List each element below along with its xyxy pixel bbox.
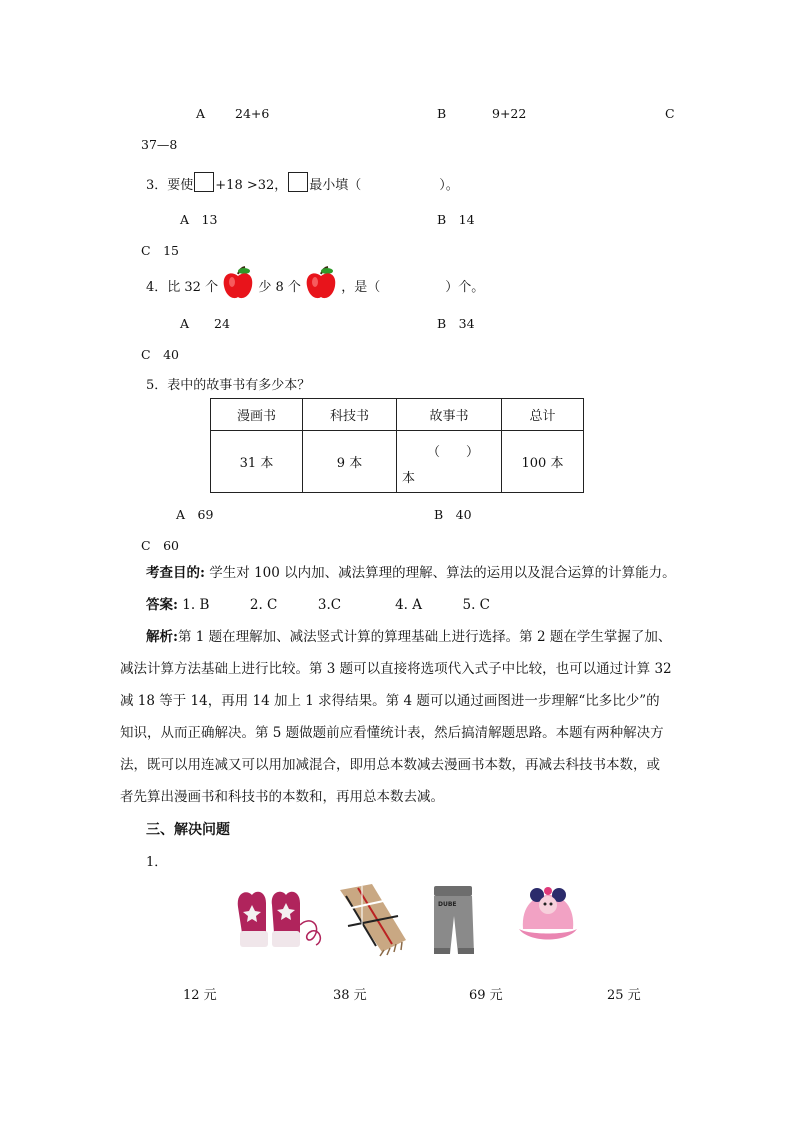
table-cell-blank	[397, 431, 502, 493]
blank-box	[194, 172, 214, 192]
q5-option-b: B 40	[434, 507, 472, 522]
q4-text-post: ，是（ ）个。	[341, 280, 485, 295]
purpose-label: 考查目的:	[146, 565, 205, 581]
q4-option-b: B 34	[437, 316, 475, 331]
unit-text: 本	[402, 471, 416, 486]
q5-option-c: C 60	[141, 538, 179, 553]
q5-option-a: A 69	[176, 507, 214, 522]
apple-icon	[222, 265, 254, 301]
price-label: 69 元	[469, 988, 503, 1003]
pants-image	[428, 884, 478, 960]
q4-text-pre: 4．比 32 个	[146, 280, 219, 295]
q2-option-c-value: 37—8	[141, 137, 178, 152]
analysis-line-1	[146, 631, 671, 645]
q3-option-a: A 13	[180, 212, 218, 227]
analysis-line-5: 法，既可以用连减又可以用加减混合，即用总本数减去漫画书本数，再减去科技书本数，或	[120, 757, 660, 773]
apple-icon	[305, 265, 337, 301]
q3-option-c: C 15	[141, 243, 179, 258]
stats-table	[210, 398, 584, 493]
q3-text-pre: 3．要使	[146, 178, 194, 193]
table-header: 漫画书	[211, 399, 303, 431]
scarf-image	[332, 880, 414, 958]
q4-text-mid: 少 8 个	[258, 280, 301, 295]
table-header: 科技书	[303, 399, 397, 431]
mittens-image	[232, 885, 327, 955]
svg-text:DUBE: DUBE	[438, 901, 457, 908]
table-cell: 9 本	[303, 431, 397, 493]
question-4	[146, 265, 484, 301]
q2-option-b-value: 9+22	[492, 106, 527, 121]
price-label: 25 元	[607, 988, 641, 1003]
table-cell: 100 本	[502, 431, 584, 493]
analysis-line-2: 减法计算方法基础上进行比较。第 3 题可以直接将选项代入式子中比较，也可以通过计算 32	[120, 661, 672, 677]
answer-line	[146, 599, 490, 613]
q4-option-a: A 24	[180, 316, 230, 331]
price-label: 12 元	[183, 988, 217, 1003]
q2-option-a-value: 24+6	[235, 106, 270, 121]
question-3	[146, 172, 459, 193]
q2-option-a-letter: A	[196, 106, 206, 121]
q2-option-c-letter: C	[665, 106, 675, 121]
q2-option-b-letter: B	[437, 106, 447, 121]
q3-text-mid: +18 >32，	[215, 178, 288, 193]
analysis-label: 解析:	[146, 629, 178, 645]
section-title: 三、解决问题	[146, 822, 230, 838]
table-cell: 31 本	[211, 431, 303, 493]
blank-box	[288, 172, 308, 192]
problem-number: 1．	[146, 855, 168, 870]
analysis-line-6: 者先算出漫画书和科技书的本数和，再用总本数去减。	[120, 789, 444, 805]
analysis-text: 第 1 题在理解加、减法竖式计算的算理基础上进行选择。第 2 题在学生掌握了加、	[177, 629, 672, 645]
table-header: 故事书	[397, 399, 502, 431]
table-header: 总计	[502, 399, 584, 431]
purpose-text: 学生对 100 以内加、减法算理的理解、算法的运用以及混合运算的计算能力。	[204, 565, 676, 581]
analysis-line-3: 减 18 等于 14，再用 14 加上 1 求得结果。第 4 题可以通过画图进一步理解“比多比少”的	[120, 693, 660, 709]
blank-parentheses: （ ）	[427, 445, 480, 460]
q3-option-b: B 14	[437, 212, 475, 227]
q4-option-c: C 40	[141, 347, 179, 362]
cap-image	[517, 885, 579, 951]
q5-question: 5．表中的故事书有多少本？	[146, 378, 311, 393]
q3-text-post: 最小填（ ）。	[309, 178, 459, 193]
answer-label: 答案:	[146, 597, 178, 613]
purpose-line	[146, 567, 676, 581]
analysis-line-4: 知识，从而正确解决。第 5 题做题前应看懂统计表，然后搞清解题思路。本题有两种解决方	[120, 725, 664, 741]
price-label: 38 元	[333, 988, 367, 1003]
answer-text: 1. B 2. C 3.C 4. A 5. C	[177, 597, 491, 613]
